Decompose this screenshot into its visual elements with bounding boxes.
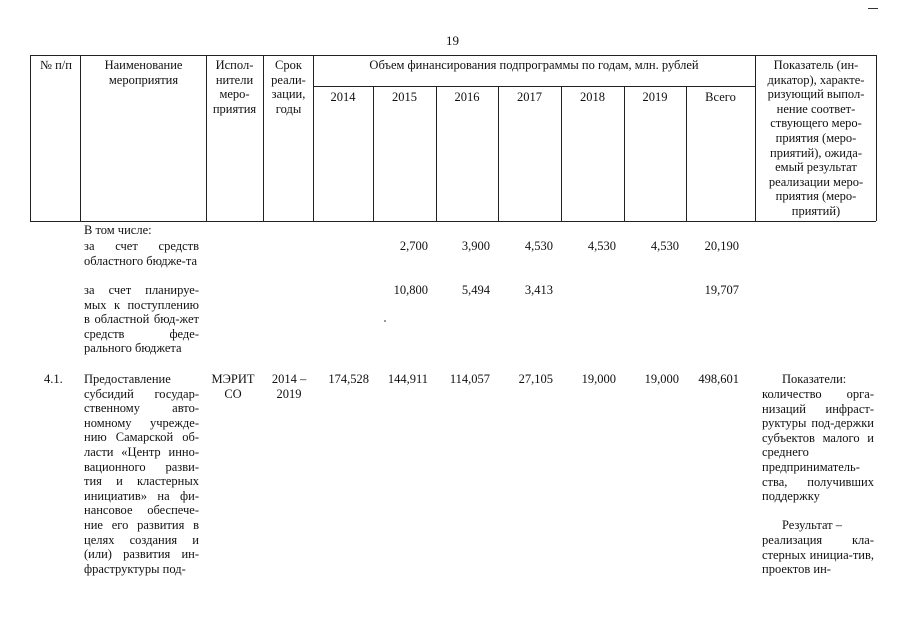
item-total: 498,601 xyxy=(698,372,739,386)
grid-line xyxy=(561,86,562,221)
item-2019: 19,000 xyxy=(644,372,679,386)
item-term: 2014 – 2019 xyxy=(271,372,307,401)
item-2018: 19,000 xyxy=(581,372,616,386)
table-top-border xyxy=(30,55,876,56)
item-2015: 144,911 xyxy=(387,372,428,386)
item-executor: МЭРИТ СО xyxy=(211,372,255,401)
federal-budget-label: за счет планируе-мых к поступлению в областной бюд-жет средств феде-рального бюджета xyxy=(84,283,199,356)
grid-line xyxy=(876,55,877,221)
regional-2016: 3,900 xyxy=(461,239,490,253)
grid-line xyxy=(373,86,374,221)
grid-line xyxy=(755,55,756,221)
result-title: Результат – xyxy=(782,518,843,532)
item-number: 4.1. xyxy=(44,372,63,386)
header-year-2019: 2019 xyxy=(642,90,668,104)
regional-2017: 4,530 xyxy=(524,239,553,253)
regional-2018: 4,530 xyxy=(587,239,616,253)
header-year-2015: 2015 xyxy=(392,90,417,104)
header-bottom-border xyxy=(30,221,876,222)
grid-line xyxy=(686,86,687,221)
corner-mark xyxy=(868,8,878,9)
header-year-2016: 2016 xyxy=(454,90,480,104)
header-funding: Объем финансирования подпрограммы по годам, млн. рублей xyxy=(369,58,699,72)
grid-line xyxy=(436,86,437,221)
header-term: Срок реали-зации, годы xyxy=(271,58,306,116)
item-2017: 27,105 xyxy=(518,372,553,386)
regional-2015: 2,700 xyxy=(399,239,428,253)
header-year-2014: 2014 xyxy=(330,90,356,104)
regional-2019: 4,530 xyxy=(650,239,679,253)
regional-total: 20,190 xyxy=(704,239,739,253)
including-label: В том числе: xyxy=(84,223,152,237)
item-2016: 114,057 xyxy=(449,372,490,386)
federal-2015: 10,800 xyxy=(393,283,428,297)
header-name: Наименование мероприятия xyxy=(104,58,183,87)
header-executors: Испол-нители меро-приятия xyxy=(212,58,257,116)
federal-2016: 5,494 xyxy=(461,283,490,297)
indicator-title: Показатели: xyxy=(782,372,847,386)
years-row-border xyxy=(313,86,755,87)
item-2014: 174,528 xyxy=(328,372,369,386)
grid-line xyxy=(313,55,314,221)
page-number: 19 xyxy=(446,33,459,48)
grid-line xyxy=(30,55,31,221)
federal-2017: 3,413 xyxy=(524,283,553,297)
federal-total: 19,707 xyxy=(704,283,739,297)
header-no: № п/п xyxy=(40,58,72,72)
item-name: Предоставление субсидий государ-ственному авто-номному учрежде-нию Самарской об-ласти «Центр инно-вационного разви-тия и кластерных инициатив» на фи-нансовое обеспече-ние его развития в целях создания и (или) развития ин-фраструктуры под- xyxy=(84,372,199,576)
grid-line xyxy=(498,86,499,221)
result-text: реализация кла-стерных инициа-тив, проектов ин- xyxy=(762,533,874,577)
header-indicator: Показатель (ин-дикатор), характе-ризующий выпол-нение соответ-ствующего меро-приятия (меро-приятий), ожида-емый результат реализации меро-приятия (меро-приятий) xyxy=(767,58,865,218)
header-total: Всего xyxy=(705,90,736,104)
scan-speck xyxy=(384,320,386,322)
grid-line xyxy=(80,55,81,221)
indicator-text: количество орга-низаций инфраст-руктуры под-держки субъектов малого и среднего предприниматель-ства, получивших поддержку xyxy=(762,387,874,504)
header-year-2017: 2017 xyxy=(517,90,542,104)
header-year-2018: 2018 xyxy=(580,90,605,104)
grid-line xyxy=(263,55,264,221)
grid-line xyxy=(206,55,207,221)
regional-budget-label: за счет средств областного бюдже-та xyxy=(84,239,199,268)
grid-line xyxy=(624,86,625,221)
